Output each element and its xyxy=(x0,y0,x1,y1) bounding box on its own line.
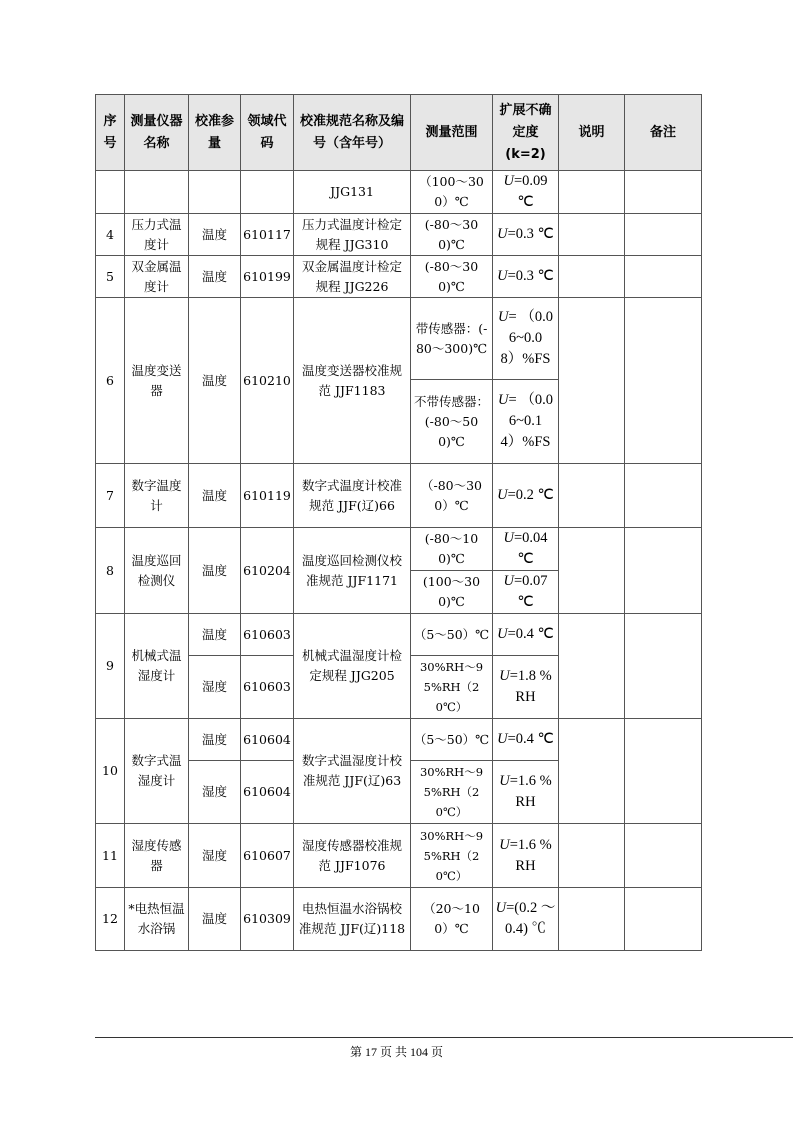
cell-parameter: 温度 xyxy=(189,464,241,528)
cell-instrument: *电热恒温水浴锅 xyxy=(125,888,189,951)
cell-range: (-80～100)℃ xyxy=(411,528,493,571)
header-description: 说明 xyxy=(559,95,625,171)
cell-uncertainty xyxy=(493,298,559,380)
uncertainty-value: =1.8 %RH xyxy=(509,668,552,705)
header-uncertainty-label: 扩展不确定度 xyxy=(499,102,552,140)
header-instrument: 测量仪器名称 xyxy=(125,95,189,171)
cell-no: 10 xyxy=(96,719,125,824)
uncertainty-value: =1.6 %RH xyxy=(509,773,552,810)
cell-remark xyxy=(625,824,702,888)
table-row xyxy=(96,214,702,256)
table-row xyxy=(96,824,702,888)
uncertainty-value: =0.4 ℃ xyxy=(507,626,554,642)
cell-code: 610604 xyxy=(241,719,294,761)
cell-no: 8 xyxy=(96,528,125,614)
cell-spec: 湿度传感器校准规范 JJF1076 xyxy=(294,824,411,888)
uncertainty-value: =0.09 ℃ xyxy=(513,173,548,210)
cell-parameter: 温度 xyxy=(189,614,241,656)
table-row xyxy=(96,719,702,761)
uncertainty-value: =1.6 %RH xyxy=(509,836,552,874)
table-row xyxy=(96,614,702,656)
cell-description xyxy=(559,256,625,298)
cell-uncertainty xyxy=(493,214,559,256)
cell-description xyxy=(559,824,625,888)
header-k-factor: (k=2) xyxy=(505,146,546,162)
u-symbol: U xyxy=(497,226,508,242)
cell-instrument: 双金属温度计 xyxy=(125,256,189,298)
cell-spec: 数字式温湿度计校准规范 JJF(辽)63 xyxy=(294,719,411,824)
uncertainty-value: =(0.2 ～0.4) ℃ xyxy=(504,900,556,937)
cell-code: 610210 xyxy=(241,298,294,464)
cell-no: 5 xyxy=(96,256,125,298)
cell-spec: 压力式温度计检定规程 JJG310 xyxy=(294,214,411,256)
cell-spec: 温度巡回检测仪校准规范 JJF1171 xyxy=(294,528,411,614)
cell-remark xyxy=(625,719,702,824)
cell-instrument: 机械式温湿度计 xyxy=(125,614,189,719)
cell-range: 30%RH～95%RH（20℃） xyxy=(411,824,493,888)
u-symbol: U xyxy=(497,731,508,747)
cell-code: 610603 xyxy=(241,614,294,656)
u-symbol: U xyxy=(499,668,510,684)
cell-description xyxy=(559,528,625,614)
cell-parameter: 温度 xyxy=(189,214,241,256)
cell-instrument xyxy=(125,171,189,214)
header-row xyxy=(96,95,702,171)
cell-parameter: 温度 xyxy=(189,719,241,761)
cell-range: (100～300)℃ xyxy=(411,571,493,614)
cell-range: （-80～300）℃ xyxy=(411,464,493,528)
table-row xyxy=(96,888,702,951)
cell-spec: 温度变送器校准规范 JJF1183 xyxy=(294,298,411,464)
cell-instrument: 压力式温度计 xyxy=(125,214,189,256)
page-number: 第 17 页 共 104 页 xyxy=(349,1045,443,1059)
cell-instrument: 数字式温湿度计 xyxy=(125,719,189,824)
cell-code: 610309 xyxy=(241,888,294,951)
cell-remark xyxy=(625,298,702,464)
cell-parameter: 湿度 xyxy=(189,824,241,888)
cell-spec: 双金属温度计检定规程 JJG226 xyxy=(294,256,411,298)
cell-uncertainty xyxy=(493,571,559,614)
u-symbol: U xyxy=(503,173,514,189)
cell-parameter: 温度 xyxy=(189,528,241,614)
cell-parameter: 温度 xyxy=(189,256,241,298)
cell-code xyxy=(241,171,294,214)
cell-description xyxy=(559,464,625,528)
cell-uncertainty xyxy=(493,256,559,298)
cell-spec: JJG131 xyxy=(294,171,411,214)
cell-uncertainty xyxy=(493,614,559,656)
cell-range: 带传感器：(-80～300)℃ xyxy=(411,298,493,380)
cell-description xyxy=(559,171,625,214)
cell-remark xyxy=(625,256,702,298)
u-symbol: U xyxy=(498,392,509,408)
table-row xyxy=(96,298,702,380)
uncertainty-value: =0.07 ℃ xyxy=(513,573,548,610)
cell-description xyxy=(559,214,625,256)
cell-range: 30%RH～95%RH（20℃） xyxy=(411,656,493,719)
header-code: 领域代码 xyxy=(241,95,294,171)
u-symbol: U xyxy=(498,309,509,325)
cell-range: 不带传感器：(-80～500)℃ xyxy=(411,380,493,464)
cell-uncertainty xyxy=(493,464,559,528)
cell-uncertainty xyxy=(493,824,559,888)
cell-spec: 电热恒温水浴锅校准规范 JJF(辽)118 xyxy=(294,888,411,951)
u-symbol: U xyxy=(497,268,508,284)
cell-spec: 数字式温度计校准规范 JJF(辽)66 xyxy=(294,464,411,528)
cell-spec: 机械式温湿度计检定规程 JJG205 xyxy=(294,614,411,719)
cell-instrument: 湿度传感器 xyxy=(125,824,189,888)
uncertainty-value: =0.2 ℃ xyxy=(507,487,554,503)
cell-range: 30%RH～95%RH（20℃） xyxy=(411,761,493,824)
cell-code: 610117 xyxy=(241,214,294,256)
cell-instrument: 温度巡回检测仪 xyxy=(125,528,189,614)
cell-range: （20～100）℃ xyxy=(411,888,493,951)
uncertainty-value: =0.4 ℃ xyxy=(507,731,554,747)
cell-uncertainty xyxy=(493,656,559,719)
header-uncertainty xyxy=(493,95,559,171)
cell-uncertainty xyxy=(493,888,559,951)
uncertainty-value: =0.04 ℃ xyxy=(513,530,548,567)
header-spec: 校准规范名称及编号（含年号） xyxy=(294,95,411,171)
cell-parameter: 湿度 xyxy=(189,761,241,824)
cell-code: 610607 xyxy=(241,824,294,888)
cell-code: 610604 xyxy=(241,761,294,824)
cell-code: 610119 xyxy=(241,464,294,528)
cell-description xyxy=(559,719,625,824)
cell-no xyxy=(96,171,125,214)
uncertainty-value: =0.3 ℃ xyxy=(507,268,554,284)
u-symbol: U xyxy=(499,773,510,789)
cell-code: 610603 xyxy=(241,656,294,719)
u-symbol: U xyxy=(499,836,510,853)
cell-range: （100～300）℃ xyxy=(411,171,493,214)
cell-code: 610204 xyxy=(241,528,294,614)
cell-range: （5～50）℃ xyxy=(411,614,493,656)
footer-divider xyxy=(95,1037,793,1038)
cell-no: 11 xyxy=(96,824,125,888)
calibration-table xyxy=(95,94,702,951)
cell-description xyxy=(559,614,625,719)
cell-description xyxy=(559,888,625,951)
cell-remark xyxy=(625,214,702,256)
u-symbol: U xyxy=(503,530,514,546)
header-no: 序号 xyxy=(96,95,125,171)
u-symbol: U xyxy=(497,626,508,642)
cell-range: （5～50）℃ xyxy=(411,719,493,761)
cell-remark xyxy=(625,528,702,614)
header-parameter: 校准参量 xyxy=(189,95,241,171)
cell-remark xyxy=(625,614,702,719)
cell-no: 6 xyxy=(96,298,125,464)
uncertainty-value: = （0.06~0.08）%FS xyxy=(500,309,553,367)
table-row xyxy=(96,528,702,571)
cell-remark xyxy=(625,464,702,528)
cell-uncertainty xyxy=(493,719,559,761)
cell-parameter: 温度 xyxy=(189,888,241,951)
cell-instrument: 数字温度计 xyxy=(125,464,189,528)
cell-range: (-80～300)℃ xyxy=(411,256,493,298)
cell-remark xyxy=(625,888,702,951)
cell-no: 4 xyxy=(96,214,125,256)
cell-range: (-80～300)℃ xyxy=(411,214,493,256)
u-symbol: U xyxy=(503,573,514,589)
table-row xyxy=(96,464,702,528)
cell-uncertainty xyxy=(493,761,559,824)
table-row xyxy=(96,256,702,298)
cell-parameter: 温度 xyxy=(189,298,241,464)
table-row xyxy=(96,171,702,214)
cell-uncertainty xyxy=(493,171,559,214)
cell-uncertainty xyxy=(493,380,559,464)
cell-no: 9 xyxy=(96,614,125,719)
cell-instrument: 温度变送器 xyxy=(125,298,189,464)
cell-description xyxy=(559,298,625,464)
uncertainty-value: = （0.06~0.14）%FS xyxy=(500,392,553,450)
cell-uncertainty xyxy=(493,528,559,571)
cell-code: 610199 xyxy=(241,256,294,298)
header-remark: 备注 xyxy=(625,95,702,171)
header-range: 测量范围 xyxy=(411,95,493,171)
cell-no: 12 xyxy=(96,888,125,951)
cell-no: 7 xyxy=(96,464,125,528)
u-symbol: U xyxy=(497,487,508,503)
u-symbol: U xyxy=(495,900,507,916)
uncertainty-value: =0.3 ℃ xyxy=(507,226,554,242)
cell-parameter: 湿度 xyxy=(189,656,241,719)
cell-parameter xyxy=(189,171,241,214)
cell-remark xyxy=(625,171,702,214)
